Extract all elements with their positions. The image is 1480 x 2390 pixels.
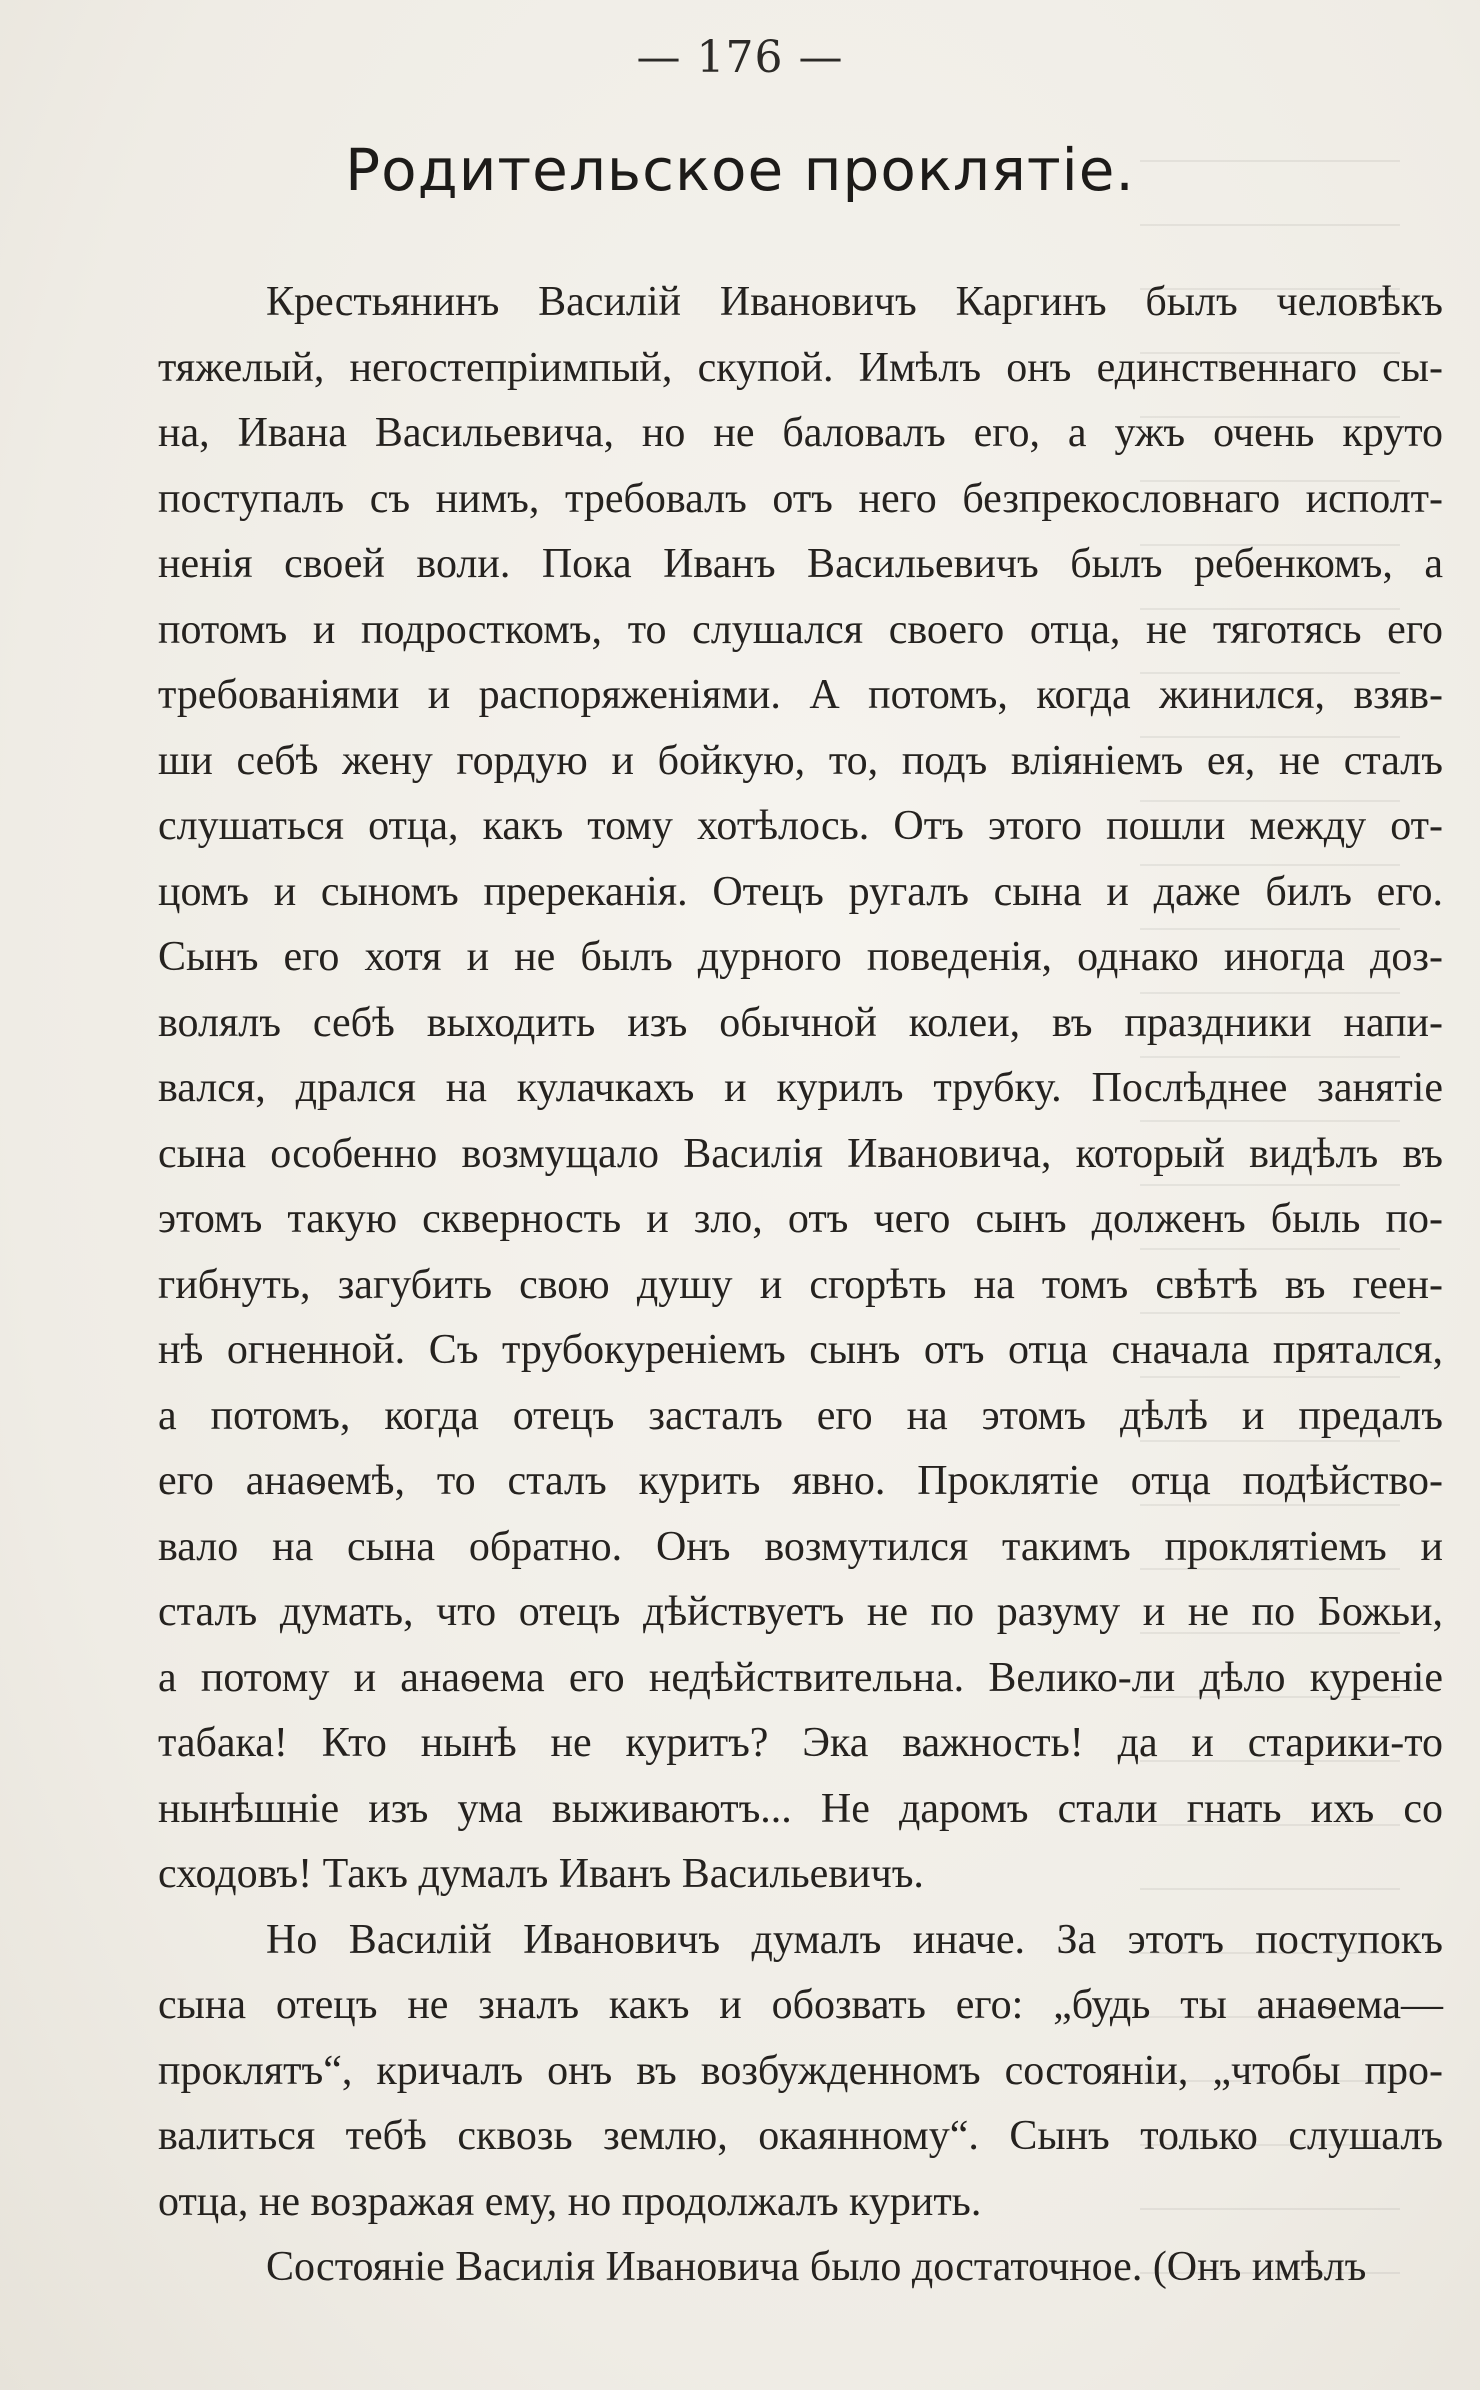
text-line: а потомъ, когда отецъ засталъ его на этомъ дѣлѣ и предалъ — [158, 1392, 1443, 1439]
text-line: гибнуть, загубить свою душу и сгорѣть на томъ свѣтѣ въ геен- — [158, 1261, 1443, 1308]
text-line: поступалъ съ нимъ, требовалъ отъ него безпрекословнаго исполт- — [158, 475, 1443, 522]
text-line: валиться тебѣ сквозь землю, окаянному“. Сынъ только слушалъ — [158, 2113, 1443, 2159]
text-line: требованіями и распоряженіями. А потомъ, когда жинился, взяв- — [158, 672, 1443, 718]
text-line: Состояніе Василія Ивановича было достаточное. (Онъ имѣлъ — [266, 2244, 1367, 2290]
text-line: нѣ огненной. Съ трубокуреніемъ сынъ отъ отца сначала прятался, — [158, 1327, 1443, 1373]
text-line: вался, дрался на кулачкахъ и курилъ трубку. Послѣднее занятіе — [158, 1065, 1443, 1111]
page-number: — 176 — — [636, 32, 844, 83]
paragraph — [158, 1908, 1443, 2236]
text-line: ненія своей воли. Пока Иванъ Васильевичъ былъ ребенкомъ, а — [158, 541, 1443, 587]
text-line: нынѣшніе изъ ума выживаютъ... Не даромъ стали гнать ихъ со — [158, 1785, 1443, 1832]
text-line: Сынъ его хотя и не былъ дурного поведенія, однако иногда доз- — [158, 934, 1443, 980]
text-line: Но Василій Ивановичъ думалъ иначе. За этотъ поступокъ — [266, 1916, 1443, 1963]
text-line: вало на сына обратно. Онъ возмутился такимъ проклятіемъ и — [158, 1523, 1443, 1570]
text-line: цомъ и сыномъ пререканія. Отецъ ругалъ сына и даже билъ его. — [158, 868, 1443, 915]
text-line: слушаться отца, какъ тому хотѣлось. Отъ этого пошли между от- — [158, 803, 1443, 849]
chapter-title: Родительское проклятіе. — [345, 136, 1135, 204]
text-line: ши себѣ жену гордую и бойкую, то, подъ вліяніемъ ея, не сталъ — [158, 737, 1443, 784]
text-line: этомъ такую скверность и зло, отъ чего сынъ долженъ быль по- — [158, 1196, 1443, 1242]
paragraph — [158, 2235, 1443, 2301]
text-line: его анаѳемѣ, то сталъ курить явно. Проклятіе отца подѣйство- — [158, 1458, 1443, 1504]
body-text — [158, 270, 1443, 2301]
text-line: сходовъ! Такъ думалъ Иванъ Васильевичъ. — [158, 1851, 924, 1897]
text-line: сталъ думать, что отецъ дѣйствуетъ не по разуму и не по Божьи, — [158, 1589, 1443, 1635]
text-line: проклятъ“, кричалъ онъ въ возбужденномъ состояніи, „чтобы про- — [158, 2047, 1443, 2094]
text-line: сына отецъ не зналъ какъ и обозвать его: „будь ты анаѳема— — [158, 1982, 1443, 2028]
text-line: потомъ и подросткомъ, то слушался своего отца, не тяготясь его — [158, 606, 1443, 653]
text-line: на, Ивана Васильевича, но не баловалъ его, а ужъ очень круто — [158, 410, 1443, 456]
text-line: Крестьянинъ Василій Ивановичъ Каргинъ былъ человѣкъ — [266, 279, 1443, 325]
text-line: волялъ себѣ выходить изъ обычной колеи, въ праздники напи- — [158, 999, 1443, 1046]
text-line: табака! Кто нынѣ не куритъ? Эка важность! да и старики-то — [158, 1720, 1443, 1766]
text-line: сына особенно возмущало Василія Ивановича, который видѣлъ въ — [158, 1130, 1443, 1177]
text-line: а потому и анаѳема его недѣйствительна. Велико-ли дѣло куреніе — [158, 1654, 1443, 1701]
text-line: тяжелый, негостепріимпый, скупой. Имѣлъ онъ единственнаго сы- — [158, 344, 1443, 391]
text-line: отца, не возражая ему, но продолжалъ курить. — [158, 2178, 982, 2225]
paragraph — [158, 270, 1443, 1908]
